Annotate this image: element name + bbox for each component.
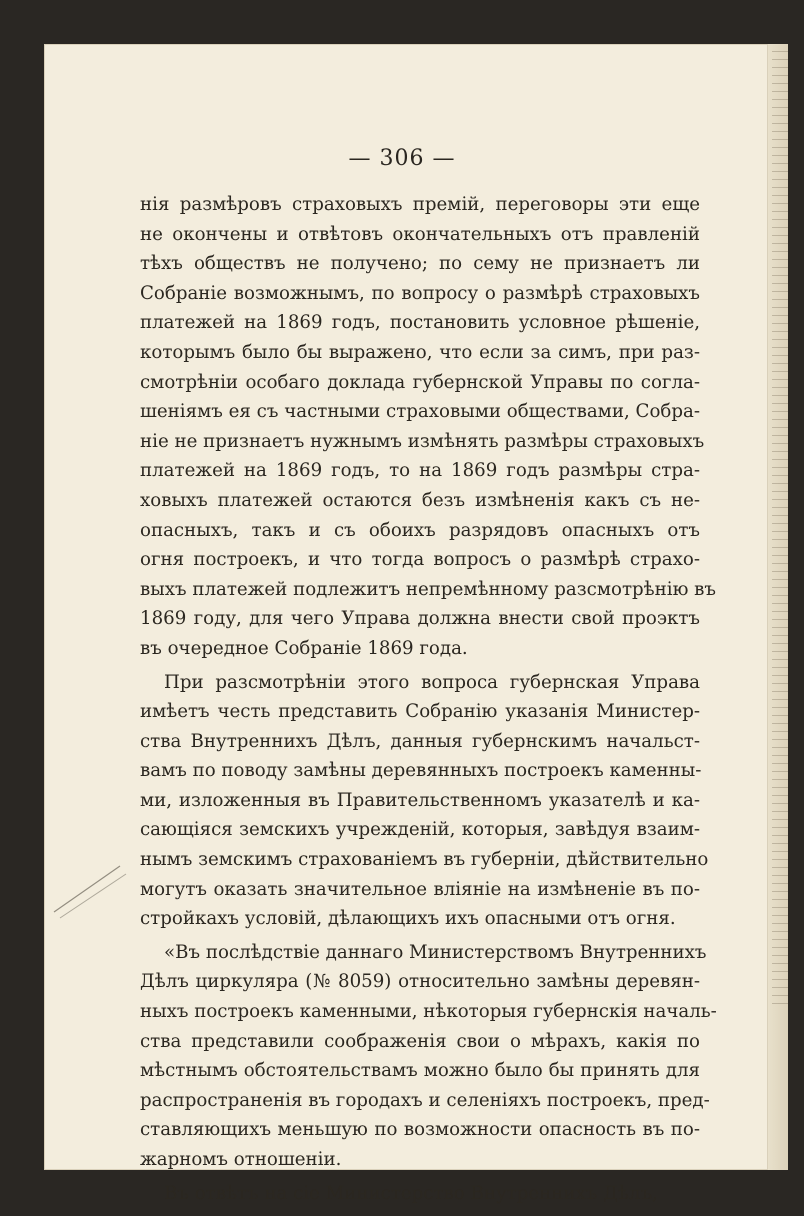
bleed-line [772, 771, 788, 772]
bleed-line [772, 323, 788, 324]
bleed-line [772, 523, 788, 524]
bleed-line [772, 699, 788, 700]
bleed-line [772, 491, 788, 492]
bleed-line [772, 939, 788, 940]
bleed-line [772, 547, 788, 548]
text-line: «Въ послѣдствіе даннаго Министерствомъ Внутреннихъ [164, 941, 707, 963]
bleed-line [772, 315, 788, 316]
bleed-line [772, 787, 788, 788]
bleed-line [772, 723, 788, 724]
bleed-line [772, 299, 788, 300]
text-line: огня построекъ, и что тогда вопросъ о размѣрѣ страхо- [140, 549, 700, 571]
bleed-line [772, 75, 788, 76]
bleed-line [772, 499, 788, 500]
bleed-line [772, 835, 788, 836]
bleed-line [772, 483, 788, 484]
bleed-line [772, 867, 788, 868]
bleed-line [772, 195, 788, 196]
text-line: стройкахъ условій, дѣлающихъ ихъ опасными отъ огня. [140, 908, 676, 930]
bleed-line [772, 675, 788, 676]
bleed-line [772, 459, 788, 460]
bleed-line [772, 451, 788, 452]
bleed-line [772, 211, 788, 212]
bleed-line [772, 115, 788, 116]
text-line: вамъ по поводу замѣны деревянныхъ построекъ каменны- [140, 760, 702, 782]
bleed-line [772, 843, 788, 844]
bleed-line [772, 91, 788, 92]
text-line: ховыхъ платежей остаются безъ измѣненія какъ съ не- [140, 489, 700, 511]
bleed-line [772, 635, 788, 636]
bleed-line [772, 611, 788, 612]
bleed-line [772, 555, 788, 556]
text-line: мѣстнымъ обстоятельствамъ можно было бы принять для [140, 1060, 700, 1082]
bleed-line [772, 563, 788, 564]
text-line: ства Внутреннихъ Дѣлъ, данныя губернскимъ начальст- [140, 730, 700, 752]
bleed-line [772, 651, 788, 652]
bleed-line [772, 363, 788, 364]
bleed-line [772, 571, 788, 572]
paragraph [140, 938, 717, 1175]
text-line: сающіяся земскихъ учрежденій, которыя, завѣдуя взаим- [140, 819, 700, 841]
text-line: выхъ платежей подлежитъ непремѣнному разсмотрѣнію въ [140, 578, 716, 600]
bleed-line [772, 947, 788, 948]
bleed-line [772, 931, 788, 932]
text-line: нія размѣровъ страховыхъ премій, переговоры эти еще [140, 194, 700, 215]
bleed-line [772, 811, 788, 812]
bleed-line [772, 171, 788, 172]
bleed-line [772, 107, 788, 108]
text-line: ства представили соображенія свои о мѣрахъ, какія по [140, 1030, 700, 1052]
bleed-line [772, 275, 788, 276]
bleed-line [772, 339, 788, 340]
bleed-line [772, 203, 788, 204]
bleed-line [772, 291, 788, 292]
bleed-line [772, 923, 788, 924]
text-line: платежей на 1869 годъ, постановить условное рѣшеніе, [140, 312, 700, 334]
bleed-line [772, 243, 788, 244]
bleed-line [772, 827, 788, 828]
text-line: нымъ земскимъ страхованіемъ въ губерніи, дѣйствительно [140, 849, 709, 871]
bleed-line [772, 891, 788, 892]
bleed-line [772, 619, 788, 620]
bleed-line [772, 955, 788, 956]
bleed-line [772, 627, 788, 628]
bleed-line [772, 979, 788, 980]
body-text [140, 190, 717, 1212]
bleed-line [772, 123, 788, 124]
bleed-line [772, 347, 788, 348]
bleed-line [772, 515, 788, 516]
bleed-line [772, 779, 788, 780]
bleed-line [772, 435, 788, 436]
bleed-line [772, 683, 788, 684]
bleed-line [772, 307, 788, 308]
bleed-line [772, 883, 788, 884]
text-line: ми, изложенныя въ Правительственномъ указателѣ и ка- [140, 789, 700, 811]
bleed-line [772, 387, 788, 388]
bleed-line [772, 227, 788, 228]
bleed-line [772, 859, 788, 860]
bleed-line [772, 331, 788, 332]
bleed-line [772, 875, 788, 876]
text-line: ставляющихъ меньшую по возможности опасность въ по- [140, 1119, 700, 1141]
bleed-line [772, 283, 788, 284]
page-number: — 306 — [348, 146, 456, 171]
bleed-line [772, 1003, 788, 1004]
text-line: не окончены и отвѣтовъ окончательныхъ отъ правленій [140, 223, 700, 245]
bleed-line [772, 403, 788, 404]
bleed-line [772, 139, 788, 140]
bleed-line [772, 99, 788, 100]
bleed-line [772, 715, 788, 716]
bleed-line [772, 595, 788, 596]
bleed-line [772, 907, 788, 908]
bleed-line [772, 475, 788, 476]
bleed-line [772, 531, 788, 532]
text-line: могутъ оказать значительное вліяніе на измѣненіе въ по- [140, 878, 700, 900]
text-line: Дѣлъ циркуляра (№ 8059) относительно замѣны деревян- [140, 971, 700, 993]
bleed-line [772, 963, 788, 964]
bleed-line [772, 739, 788, 740]
text-line: ныхъ построекъ каменными, нѣкоторыя губернскія началь- [140, 1001, 717, 1023]
text-line: смотрѣніи особаго доклада губернской Управы по согла- [140, 371, 700, 393]
bleed-line [772, 187, 788, 188]
text-line: которымъ было бы выражено, что если за симъ, при раз- [140, 341, 700, 363]
bleed-line [772, 267, 788, 268]
text-line: платежей на 1869 годъ, то на 1869 годъ размѣры стра- [140, 460, 700, 482]
bleed-line [772, 587, 788, 588]
bleed-line [772, 971, 788, 972]
bleed-line [772, 83, 788, 84]
bleed-line [772, 251, 788, 252]
bleed-line [772, 803, 788, 804]
bleed-line [772, 219, 788, 220]
bleed-line [772, 899, 788, 900]
bleed-line [772, 59, 788, 60]
bleed-line [772, 987, 788, 988]
bleed-line [772, 915, 788, 916]
bleed-line [772, 707, 788, 708]
pencil-mark [50, 862, 130, 922]
bleed-line [772, 691, 788, 692]
paragraph [140, 190, 716, 664]
paragraph [140, 1179, 700, 1209]
text-line: въ очередное Собраніе 1869 года. [140, 637, 468, 659]
bleed-line [772, 795, 788, 796]
bleed-line [772, 355, 788, 356]
text-line: опасныхъ, такъ и съ обоихъ разрядовъ опасныхъ отъ [140, 519, 700, 541]
bleed-line [772, 467, 788, 468]
bleed-line [772, 603, 788, 604]
bleed-line [772, 131, 788, 132]
text-line: Собраніе возможнымъ, по вопросу о размѣрѣ страховыхъ [140, 282, 700, 304]
bleed-line [772, 755, 788, 756]
bleed-line [772, 179, 788, 180]
bleed-line [772, 539, 788, 540]
bleed-line [772, 851, 788, 852]
bleed-line [772, 507, 788, 508]
bleed-line [772, 763, 788, 764]
text-line: имѣетъ честь представить Собранію указанія Министер- [140, 701, 700, 723]
bleed-line [772, 419, 788, 420]
bleed-line [772, 395, 788, 396]
bleed-line [772, 235, 788, 236]
bleed-line [772, 259, 788, 260]
bleed-line [772, 427, 788, 428]
text-line: тѣхъ обществъ не получено; по сему не признаетъ ли [140, 253, 700, 275]
bleed-line [772, 747, 788, 748]
bleed-through-text [772, 44, 788, 1170]
text-line: шеніямъ ея съ частными страховыми обществами, Собра- [140, 401, 700, 423]
bleed-line [772, 731, 788, 732]
bleed-line [772, 819, 788, 820]
bleed-line [772, 659, 788, 660]
text-line: распространенія въ городахъ и селеніяхъ построекъ, пред- [140, 1089, 710, 1111]
bleed-line [772, 371, 788, 372]
bleed-line [772, 51, 788, 52]
bleed-line [772, 579, 788, 580]
bleed-line [772, 643, 788, 644]
bleed-line [772, 443, 788, 444]
bleed-line [772, 995, 788, 996]
bleed-line [772, 67, 788, 68]
text-line: жарномъ отношеніи. [140, 1149, 342, 1170]
bleed-line [772, 379, 788, 380]
text-line: 1869 году, для чего Управа должна внести свой проэктъ [140, 608, 700, 630]
text-line: При разсмотрѣніи этого вопроса губернская Управа [164, 671, 700, 693]
bleed-line [772, 411, 788, 412]
text-line: ніе не признаетъ нужнымъ измѣнять размѣры страховыхъ [140, 430, 705, 452]
bleed-line [772, 667, 788, 668]
paragraph [140, 668, 709, 934]
text-line: Въ отвѣтъ на сіе Министерство Внутреннихъ Дѣлъ, [164, 1182, 658, 1204]
